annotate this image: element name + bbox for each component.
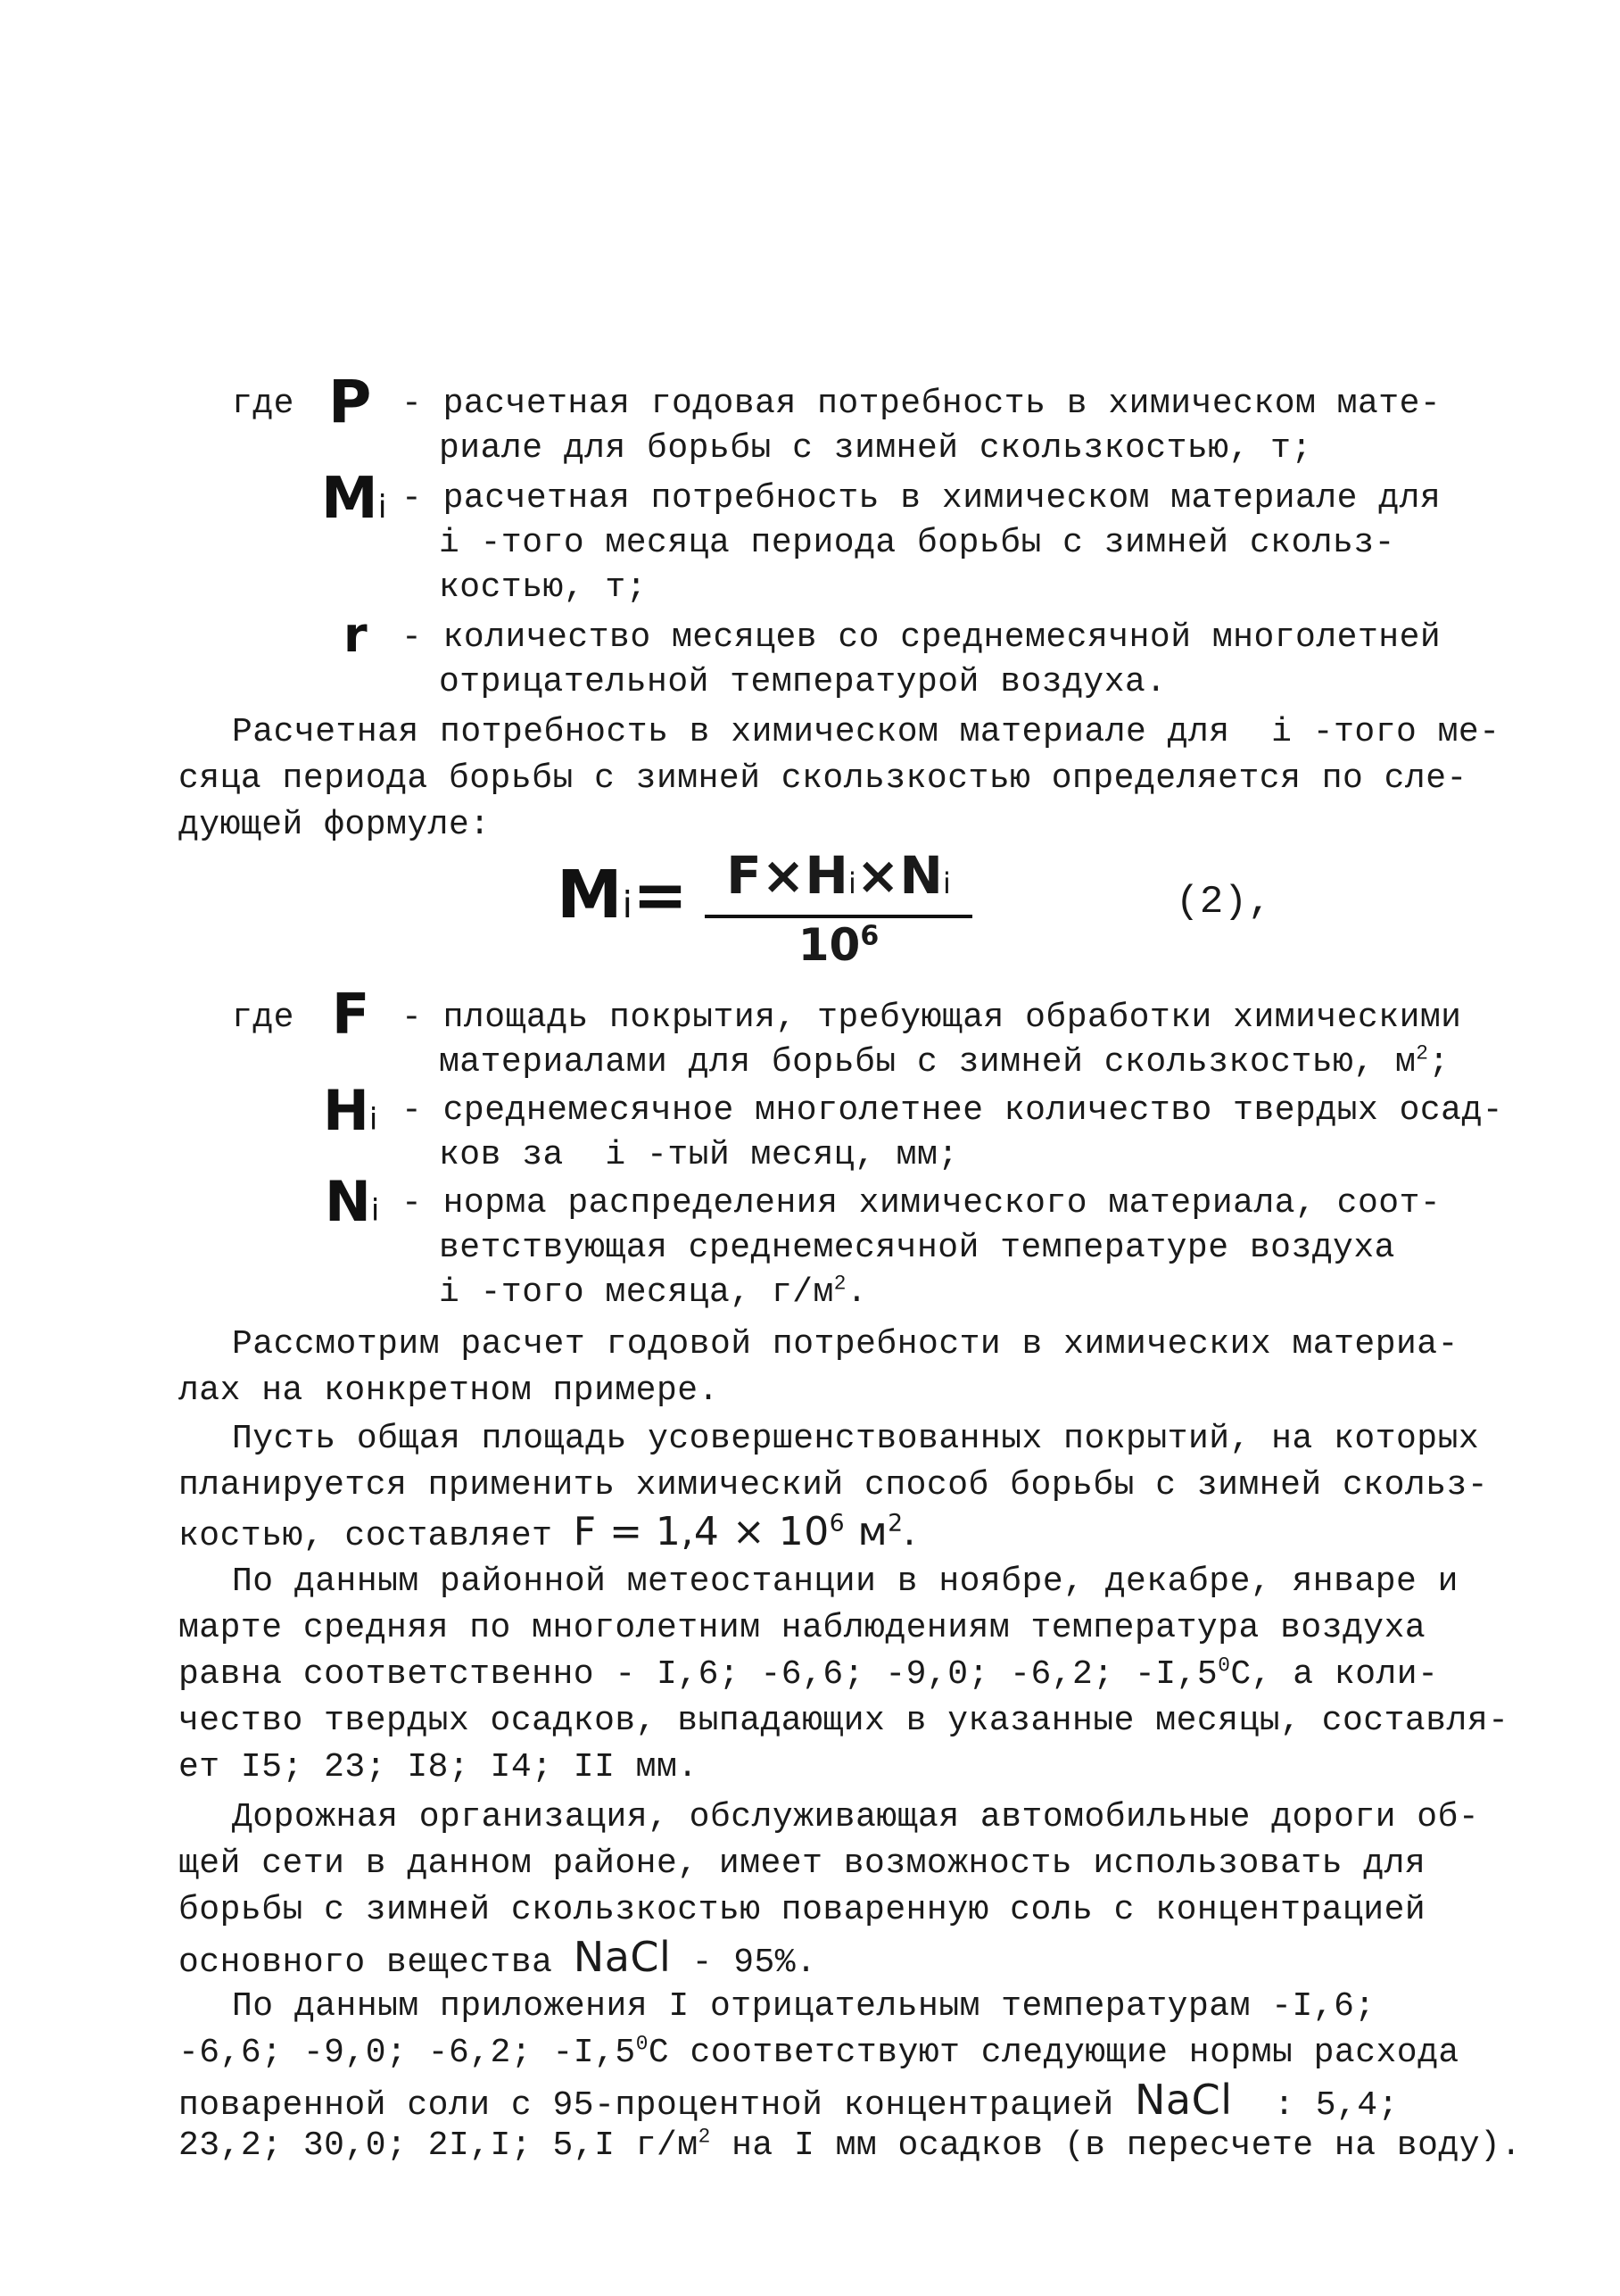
symbol-Ni: Ni [325,1169,380,1234]
para6-line-2: -6,6; -9,0; -6,2; $-I,5^0С$ соответствуют следующие нормы расхода [178,2032,1459,2072]
def-r-line-1: - количество месяцев со среднемесячной многолетней [401,618,1442,657]
para1-line-1: Расчетная потребность в химическом материале для i -того ме- [232,713,1500,751]
nacl-label-2: NaCl [1134,2076,1233,2124]
para6-line-4: 23,2; 30,0; 2I,I; 5,I $г/м^2$ на I мм осадков (в пересчете на воду). [178,2125,1522,2165]
para5-line-3: борьбы с зимней скользкостью поваренную соль с концентрацией [178,1891,1426,1929]
def-F-line-1: - площадь покрытия, требующая обработки химическими [401,999,1462,1037]
formula-denominator: $10^6$ [798,919,880,971]
def-Mi-line-3: костью, т; [439,568,648,607]
para4-line-1: По данным районной метеостанции в ноябре, декабре, январе и [232,1562,1459,1601]
area-formula: $F = 1,4 \times 10^6$ $м^2$. [573,1509,917,1554]
def-P-line-1: - расчетная годовая потребность в химическом мате- [401,385,1442,423]
para4-line-2: марте средняя по многолетним наблюдениям температура воздуха [178,1609,1426,1647]
nacl-label: NaCl [573,1933,672,1981]
para4-line-5: ет I5; 23; I8; I4; II мм. [178,1748,698,1786]
para1-line-2: сяца периода борьбы с зимней скользкостью определяется по сле- [178,759,1467,798]
def-F-line-2: материалами для борьбы с зимней скользкостью, $м^2$; [439,1041,1450,1082]
symbol-F: F [332,982,370,1047]
def-Ni-line-2: ветствующая среднемесячной температуре воздуха [439,1229,1395,1267]
fraction-bar [705,915,972,918]
def-Ni-line-1: - норма распределения химического материала, соот- [401,1184,1442,1223]
para3-line-2: планируется применить химический способ борьбы с зимней скольз- [178,1466,1489,1504]
symbol-r: r [343,607,368,663]
def-P-line-2: риале для борьбы с зимней скользкостью, т; [439,429,1312,468]
def-Ni-line-3: i -того месяца, $г/м^2$. [439,1272,868,1312]
para2-line-2: лах на конкретном примере. [178,1372,719,1410]
symbol-Hi: Hi [323,1078,378,1143]
symbol-Mi: Mi [321,466,387,532]
def-Hi-line-1: - среднемесячное многолетнее количество твердых осад- [401,1091,1504,1130]
para4-line-3: равна соответственно - I,6; -6,6; -9,0; -6,2; $-I,5^0С$, а коли- [178,1654,1439,1694]
para5-line-4: основного вещества NaCl - 95%. [178,1933,817,1982]
formula-numerator: F×Hi×Ni [726,845,951,906]
def-Hi-line-2: ков за i -тый месяц, мм; [439,1136,959,1174]
para3-line-3: костью, составляет $F = 1,4 \times 10^6$ $м^2$. [178,1509,917,1555]
where-label-2: где [232,999,294,1037]
para4-line-4: чество твердых осадков, выпадающих в указанные месяцы, составля- [178,1702,1509,1740]
para2-line-1: Рассмотрим расчет годовой потребности в химических материа- [232,1325,1459,1364]
formula-number: (2), [1176,880,1272,924]
def-Mi-line-2: i -того месяца периода борьбы с зимней скольз- [439,524,1395,562]
para5-line-2: щей сети в данном районе, имеет возможность использовать для [178,1844,1426,1883]
para6-line-3: поваренной соли с 95-процентной концентрацией NaCl : 5,4; [178,2076,1399,2125]
para5-line-1: Дорожная организация, обслуживающая автомобильные дороги об- [232,1798,1480,1836]
para6-line-1: По данным приложения I отрицательным температурам -I,6; [232,1987,1376,2026]
para3-line-1: Пусть общая площадь усовершенствованных покрытий, на которых [232,1420,1480,1458]
formula-fraction [705,846,972,970]
where-label-1: где [232,385,294,423]
formula-lhs: Mi= [557,857,688,933]
symbol-P: P [328,368,372,436]
para1-line-3: дующей формуле: [178,806,491,844]
def-Mi-line-1: - расчетная потребность в химическом материале для [401,479,1442,518]
def-r-line-2: отрицательной температурой воздуха. [439,663,1167,701]
